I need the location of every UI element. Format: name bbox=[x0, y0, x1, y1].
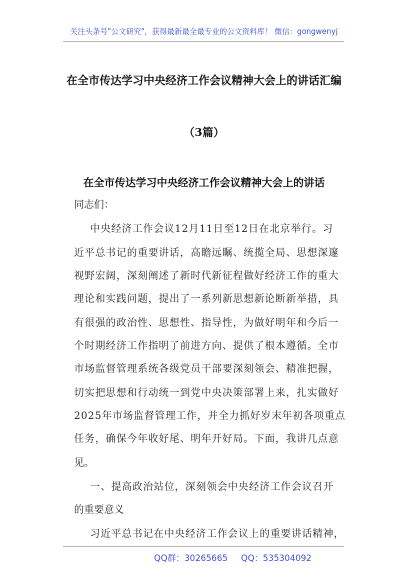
section-heading: 的重要意义 bbox=[74, 505, 124, 516]
page-footer bbox=[0, 546, 408, 566]
body-line: 中央经济工作会议12月11日至12日在北京举行。习 bbox=[90, 224, 334, 235]
body-line: 近平总书记的重要讲话，高瞻远瞩、统揽全局、思想深邃 bbox=[74, 248, 339, 259]
body-line: 有很强的政治性、思想性、指导性，为做好明年和今后一 bbox=[74, 318, 339, 329]
footer-qq: QQ：535304092 bbox=[241, 554, 312, 564]
footer-qq-group: QQ群：30265665 bbox=[154, 554, 228, 564]
page-header bbox=[0, 0, 408, 42]
speech-title: 在全市传达学习中央经济工作会议精神大会上的讲话 bbox=[83, 177, 325, 189]
body-line: 任务，确保今年收好尾、明年开好局。下面，我讲几点意 bbox=[74, 434, 339, 445]
body-line: 见。 bbox=[74, 458, 94, 469]
body-line: 2025年市场监督管理工作，并全力抓好岁末年初各项重点 bbox=[74, 411, 346, 422]
body-line: 理论和实践问题，提出了一系列新思想新论断新举措，具 bbox=[74, 294, 339, 305]
section-heading: 一、提高政治站位，深刻领会中央经济工作会议召开 bbox=[90, 482, 334, 493]
body-line: 视野宏阔，深刻阐述了新时代新征程做好经济工作的重大 bbox=[74, 271, 339, 282]
header-promo-text: 关注头条号"公文研究"，获得最新最全最专业的公文资料库！ 微信：gongwenyj bbox=[70, 27, 338, 36]
header-divider bbox=[63, 41, 344, 42]
document-title: 在全市传达学习中央经济工作会议精神大会上的讲话汇编 bbox=[66, 74, 342, 87]
body-line: 个时期经济工作指明了前进方向、提供了根本遵循。全市 bbox=[74, 341, 339, 352]
body-line: 市场监督管理系统各级党员干部要深刻领会、精准把握， bbox=[74, 364, 339, 375]
document-count: （3篇） bbox=[183, 126, 225, 139]
body-line: 切实把思想和行动统一到党中央决策部署上来，扎实做好 bbox=[74, 388, 339, 399]
body-line: 习近平总书记在中央经济工作会议上的重要讲话精神， bbox=[90, 529, 345, 540]
footer-divider bbox=[63, 546, 344, 547]
salutation: 同志们： bbox=[74, 200, 114, 211]
